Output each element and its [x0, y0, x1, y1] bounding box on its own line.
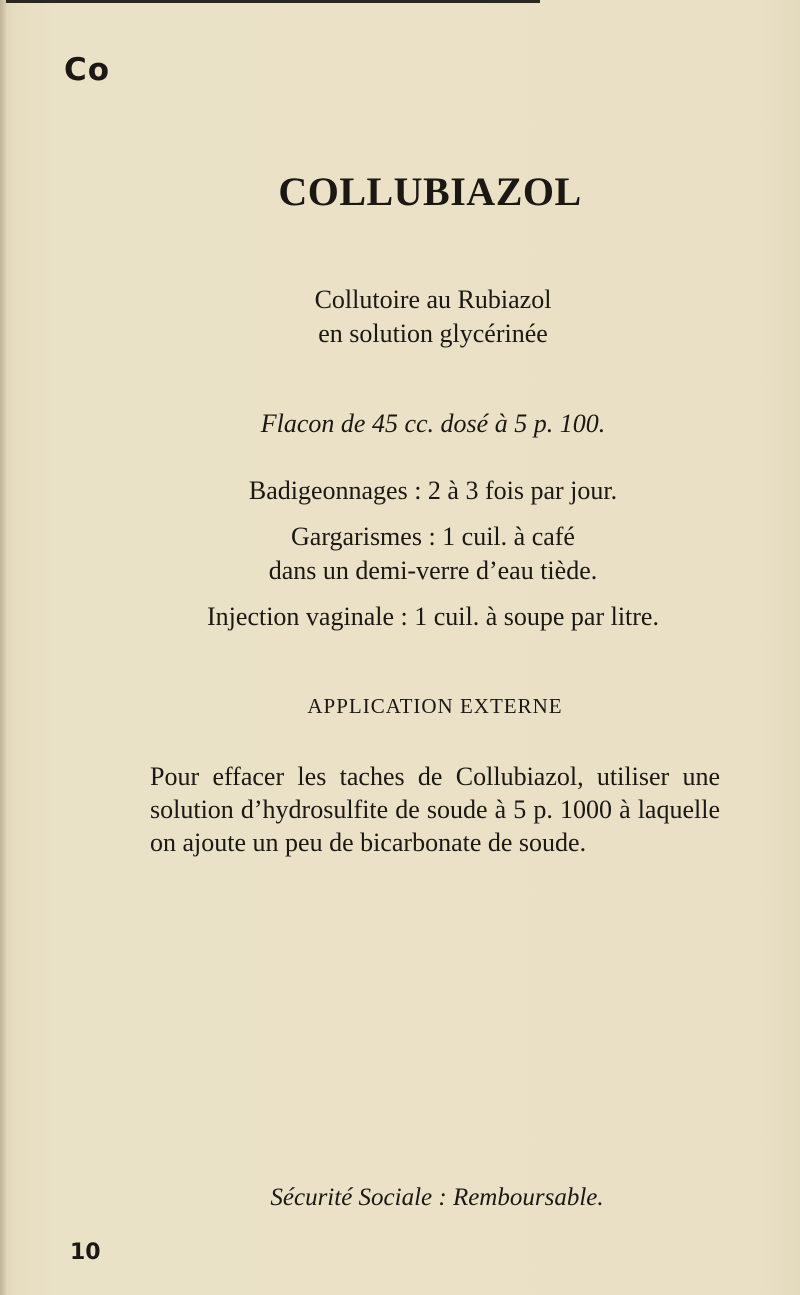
flacon-dosage: Flacon de 45 cc. dosé à 5 p. 100.	[260, 409, 606, 438]
product-subtitle	[0, 283, 800, 351]
gargarismes-instruction	[0, 520, 800, 588]
page-number: 10	[70, 1240, 101, 1265]
application-paragraph: Pour effacer les taches de Collubiazol, utiliser une solution d’hydrosulfite de soude à 5 p. 1000 à laquelle on ajoute un peu de bicarbonate de soude.	[150, 762, 720, 857]
subtitle-line-2: en solution glycérinée	[318, 319, 548, 348]
application-heading: APPLICATION EXTERNE	[307, 694, 563, 718]
product-title: COLLUBIAZOL	[278, 169, 582, 214]
badigeonnages-instruction: Badigeonnages : 2 à 3 fois par jour.	[248, 476, 618, 505]
gargarismes-line-2: dans un demi-verre d’eau tiède.	[268, 556, 598, 585]
gargarismes-line-1: Gargarismes : 1 cuil. à café	[291, 522, 575, 551]
page-top-edge	[0, 0, 540, 3]
subtitle-line-1: Collutoire au Rubiazol	[314, 285, 552, 314]
securite-sociale-note: Sécurité Sociale : Remboursable.	[270, 1184, 604, 1211]
injection-instruction: Injection vaginale : 1 cuil. à soupe par litre.	[207, 602, 659, 631]
section-mark: Co	[64, 52, 111, 88]
